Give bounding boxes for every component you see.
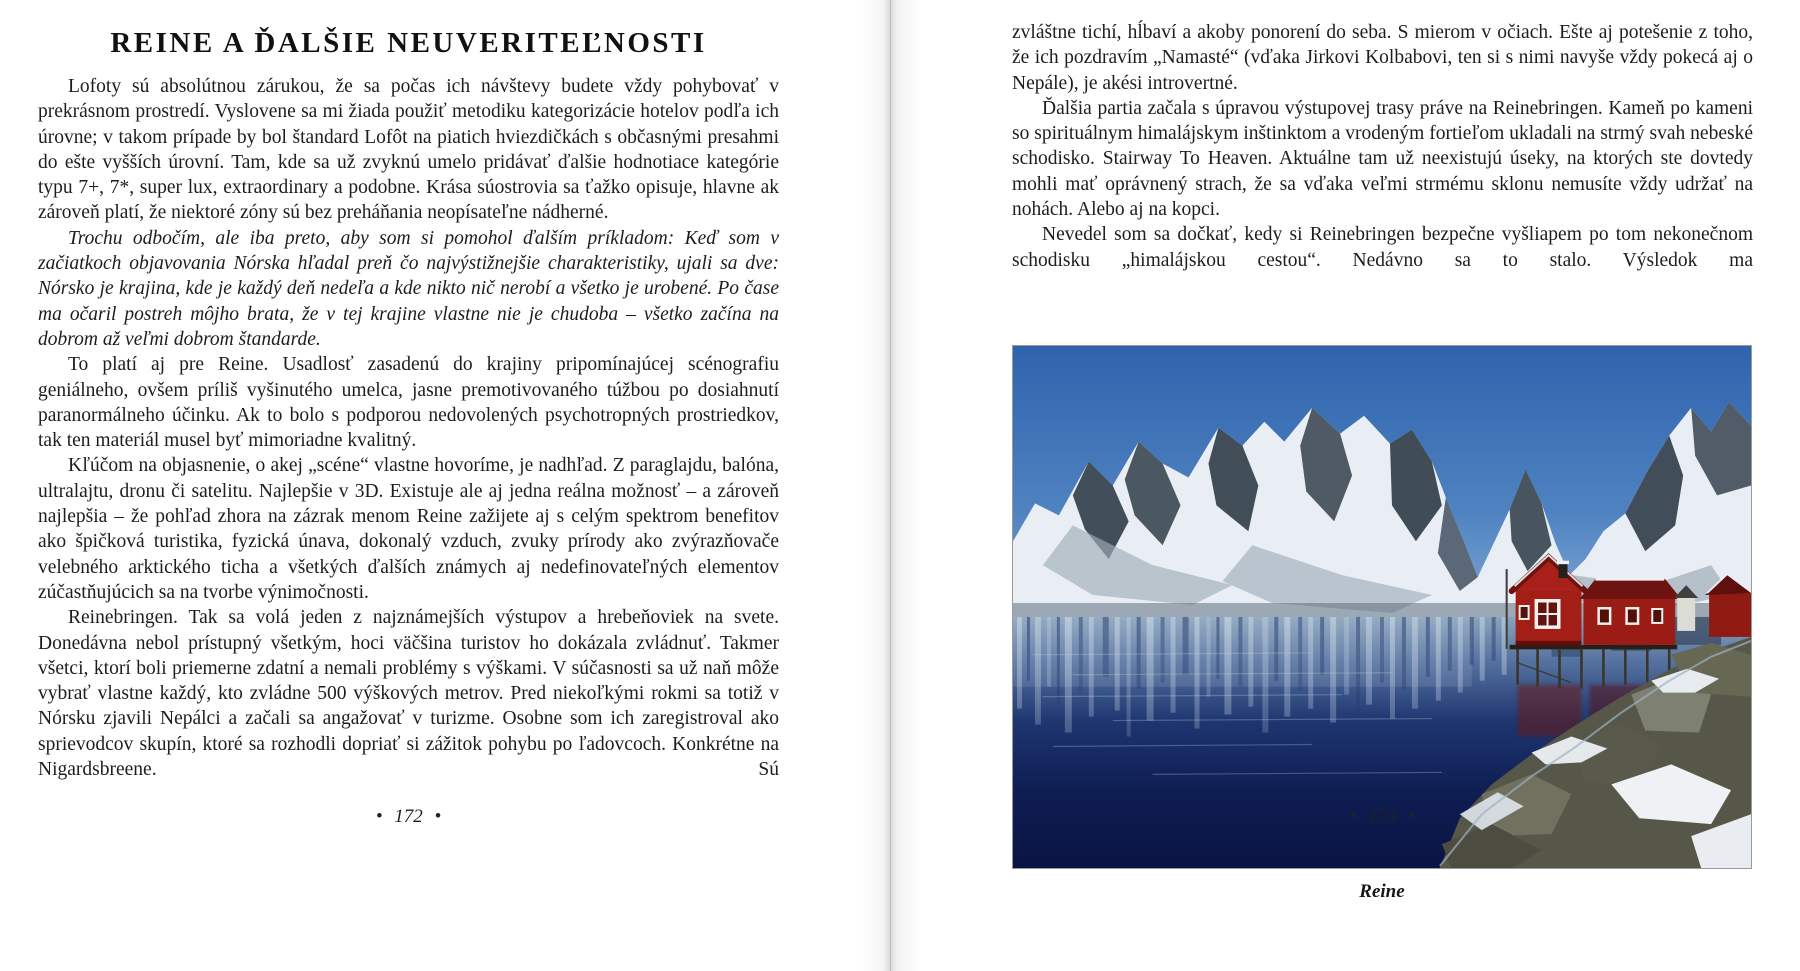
paragraph: To platí aj pre Reine. Usadlosť zasadenú do krajiny pripomínajúcej scénografiu geniálneho, ovšem príliš vyšinutého umelca, jasne premotivovaného túžbou po dosiahnutí paranormálneho účinku. Ak to bolo s podporou nedovolených psychotropných prostriedkov, tak ten materiál musel byť mimoriadne kvalitný. [38, 354, 779, 452]
paragraph: zvláštne tichí, hĺbaví a akoby ponorení do seba. S mierom v očiach. Ešte aj potešenie z toho, že ich pozdravím „Namasté“ (vďaka Jirkovi Kolbabovi, ten si s nimi navyše vždy pokecá aj o Nepále), je akési introvertné. [1012, 22, 1753, 94]
left-page-text [38, 74, 779, 782]
page-number-right: • 173 • [1349, 806, 1416, 827]
paragraph: Lofoty sú absolútnou zárukou, že sa počas ich návštevy budete vždy pohybovať v prekrásnom prostredí. Vyslovene sa mi žiada použiť metodiku kategorizácie hotelov podľa ich úrovne; v takom prípade by bol štandard Lofôt na piatich hviezdičkách s občasnými presahmi do ešte vyšších úrovní. Tam, kde sa už zvyknú umelo pridávať ďalšie hodnotiace kategórie typu 7+, 7*, super lux, extraordinary a podobne. Krása súostrovia sa ťažko opisuje, hlavne ak zároveň platí, že niektoré zóny sú bez preháňania neopísateľne nádherné. [38, 76, 779, 224]
page-right [1012, 0, 1753, 971]
right-page-text [1012, 20, 1753, 273]
page-left [38, 0, 779, 971]
photo-caption: Reine [1359, 881, 1405, 902]
paragraph: Kľúčom na objasnenie, o akej „scéne“ vlastne hovoríme, je nadhľad. Z paraglajdu, balóna, ultralajtu, dronu či satelitu. Najlepšie v 3D. Existuje ale aj jedna reálna možnosť – a zároveň najlepšia – že pohľad zhora na zázrak menom Reine zažijete aj s celým spektrom benefitov ako špičková turistika, fyzická únava, dokonalý vzduch, zvuky prírody ako zvýrazňovače velebného arktického ticha a všetkých ďalších známych aj nedefinovateľných elementov zúčastňujúcich sa na tvorbe výnimočnosti. [38, 455, 779, 603]
page-number-left: • 172 • [375, 806, 442, 827]
chapter-title: REINE A ĎALŠIE NEUVERITEĽNOSTI [110, 27, 707, 59]
paragraph: Ďalšia partia začala s úpravou výstupovej trasy práve na Reinebringen. Kameň po kameni so spirituálnym himalájskym inštinktom a vrodeným fortieľom ukladali na strmý svah nebeské schodisko. Stairway To Heaven. Aktuálne tam už neexistujú úseky, na ktorých ste dovtedy mohli mať oprávnený strach, že sa vďaka veľmi strmému sklonu nemusíte vždy udržať na nohách. Alebo aj na kopci. [1012, 97, 1753, 221]
reine-photo [1012, 345, 1752, 869]
page-gutter [860, 0, 920, 971]
paragraph: Trochu odbočím, ale iba preto, aby som si pomohol ďalším príkladom: Keď som v začiatkoch objavovania Nórska hľadal preň čo najvýstižnejšie charakteristiky, ujali sa dve: Nórsko je krajina, kde je každý deň nedeľa a kde nikto nič nerobí a všetko je urobené. Po čase ma očaril postreh môjho brata, že v tej krajine vlastne nie je chudoba – všetko začína na dobrom až veľmi dobrom štandarde. [38, 227, 779, 350]
paragraph: Nevedel som sa dočkať, kedy si Reinebringen bezpečne vyšliapem po tom nekonečnom schodisku „himalájskou cestou“. Nedávno sa to stalo. Výsledok ma [1012, 224, 1753, 271]
paragraph: Reinebringen. Tak sa volá jeden z najznámejších výstupov a hrebeňoviek na svete. Donedávna nebol prístupný všetkým, hoci väčšina turistov ho dokázala zvládnuť. Takmer všetci, ktorí boli priemerne zdatní a nemali problémy s výškami. V súčasnosti sa už naň môže vybrať vlastne každý, kto zvládne 500 výškových metrov. Pred niekoľkými rokmi sa totiž v Nórsku zjavili Nepálci a začali sa angažovať v turizme. Osobne som ich zaregistroval ako sprievodcov skupín, ktoré sa rozhodli dopriať si zážitok pohybu po ľadovcoch. Konkrétne na Nigardsbreene. Sú [38, 607, 779, 781]
